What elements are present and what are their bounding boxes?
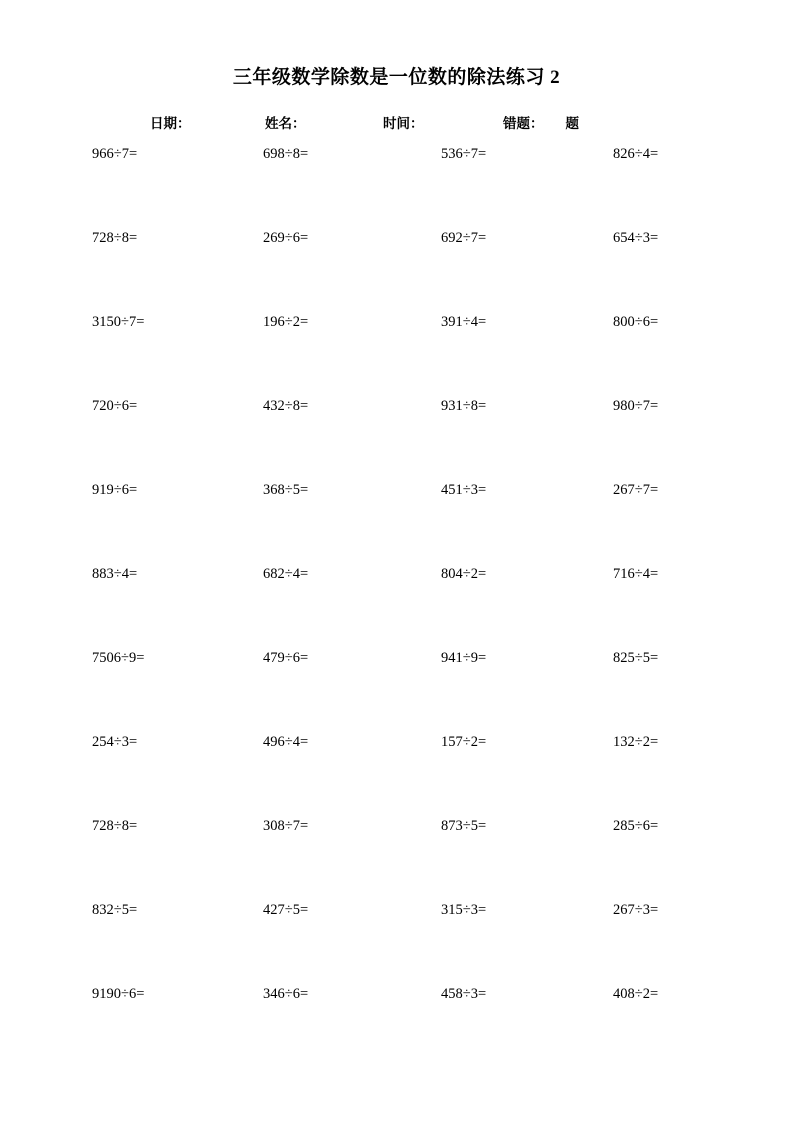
date-label: 日期： [150,116,191,131]
problem-item: 716÷4= [613,566,659,582]
problem-item: 254÷3= [92,734,138,750]
problem-item: 427÷5= [263,902,309,918]
problem-item: 9190÷6= [92,986,145,1002]
problem-row [86,482,706,566]
problem-item: 157÷2= [441,734,487,750]
problem-row [86,230,706,314]
problem-item: 7506÷9= [92,650,145,666]
problem-item: 873÷5= [441,818,487,834]
problem-item: 408÷2= [613,986,659,1002]
wrong-unit: 题 [565,116,579,131]
problem-item: 496÷4= [263,734,309,750]
problem-item: 728÷8= [92,230,138,246]
problem-item: 196÷2= [263,314,309,330]
problem-item: 346÷6= [263,986,309,1002]
problem-item: 883÷4= [92,566,138,582]
problem-item: 720÷6= [92,398,138,414]
problem-item: 800÷6= [613,314,659,330]
problem-row [86,902,706,986]
problem-row [86,650,706,734]
problem-item: 654÷3= [613,230,659,246]
problem-item: 826÷4= [613,146,659,162]
problem-row [86,734,706,818]
problem-item: 698÷8= [263,146,309,162]
problem-row [86,398,706,482]
problem-row [86,566,706,650]
problem-item: 692÷7= [441,230,487,246]
problems-grid [86,146,706,1070]
problem-item: 825÷5= [613,650,659,666]
problem-item: 919÷6= [92,482,138,498]
problem-item: 267÷7= [613,482,659,498]
problem-item: 458÷3= [441,986,487,1002]
problem-item: 451÷3= [441,482,487,498]
problem-item: 432÷8= [263,398,309,414]
problem-item: 267÷3= [613,902,659,918]
problem-item: 931÷8= [441,398,487,414]
wrong-label: 错题： [503,116,544,131]
problem-row [86,818,706,902]
problem-row [86,314,706,398]
problem-item: 804÷2= [441,566,487,582]
problem-item: 308÷7= [263,818,309,834]
problem-item: 966÷7= [92,146,138,162]
name-label: 姓名： [265,116,306,131]
problem-item: 832÷5= [92,902,138,918]
problem-row [86,986,706,1070]
problem-item: 479÷6= [263,650,309,666]
problem-item: 391÷4= [441,314,487,330]
worksheet-meta-row [150,112,670,132]
problem-item: 980÷7= [613,398,659,414]
problem-row [86,146,706,230]
problem-item: 368÷5= [263,482,309,498]
problem-item: 315÷3= [441,902,487,918]
time-label: 时间： [383,116,424,131]
wrong-count-group [503,112,579,132]
problem-item: 285÷6= [613,818,659,834]
problem-item: 941÷9= [441,650,487,666]
problem-item: 269÷6= [263,230,309,246]
problem-item: 682÷4= [263,566,309,582]
problem-item: 728÷8= [92,818,138,834]
page-title: 三年级数学除数是一位数的除法练习 2 [232,67,561,88]
problem-item: 536÷7= [441,146,487,162]
problem-item: 3150÷7= [92,314,145,330]
problem-item: 132÷2= [613,734,659,750]
